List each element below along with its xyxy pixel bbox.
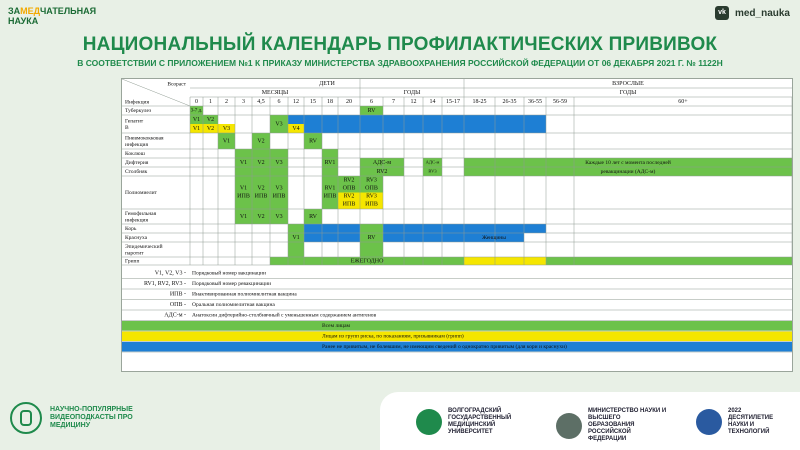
legend-key: ОПВ - — [169, 302, 186, 309]
legend-text: Ранее не привитым, не болевшим, не имеющим сведений о однократно привитым (для кори и краснухи) — [322, 344, 567, 351]
hepb-label: V3 — [275, 121, 283, 128]
flu-risk-band — [464, 257, 546, 265]
decade-logo-icon — [696, 409, 722, 435]
dtp-label: RV2 — [376, 168, 388, 175]
header-children: ДЕТИ — [319, 80, 335, 87]
age-col-header: 4,5 — [257, 98, 265, 105]
dtp-adult-label: ревакцинации (АДС-м) — [600, 168, 656, 175]
age-col-header: 3 — [242, 98, 245, 105]
polio-label: ИПВ — [323, 193, 337, 200]
dtp-label: АДС-м — [372, 159, 392, 166]
legend-text: Инактивированная полиомиелитная вакцина — [192, 291, 297, 298]
infection-label: Краснуха — [125, 234, 148, 241]
vk-handle: med_nauka — [734, 7, 790, 19]
dtp-label: RV3 — [428, 168, 437, 174]
legend-key: RV1, RV2, RV3 - — [143, 281, 186, 288]
hib-label: V1 — [239, 213, 248, 220]
mmr-label: RV — [367, 234, 376, 241]
legend-text: Всем лицам — [322, 323, 351, 330]
vk-link[interactable] — [715, 6, 790, 20]
corner-age-label: Возраст — [167, 81, 186, 88]
podcast-text: НАУЧНО-ПОПУЛЯРНЫЕ ВИДЕОПОДКАСТЫ ПРО МЕДИЦИНУ — [50, 406, 133, 429]
header-adults: ВЗРОСЛЫЕ — [612, 80, 644, 87]
legend-text: Анатоксин дифтерийно-столбнячный с уменьшенным содержанием антигенов — [192, 312, 377, 319]
polio-label: ИПВ — [272, 193, 286, 200]
rubella-women-label: Женщины — [482, 234, 506, 241]
partners-band — [380, 392, 800, 450]
hib-label: V2 — [257, 213, 265, 220]
page-subtitle: В СООТВЕТСТВИИ С ПРИЛОЖЕНИЕМ №1 К ПРИКАЗУ МИНИСТЕРСТВА ЗДРАВООХРАНЕНИЯ РОССИЙСКОЙ ФЕДЕРАЦИИ ОТ 06 ДЕКАБРЯ 2021 Г. № 1122Н — [77, 58, 723, 68]
legend-key: АДС-м - — [164, 312, 186, 319]
dtp-label: АДС-м — [425, 159, 440, 165]
measles-band-2 — [383, 224, 546, 233]
header-months: МЕСЯЦЫ — [261, 89, 289, 96]
tb-label: 3-7 д. — [190, 108, 203, 114]
top-bar — [0, 0, 800, 30]
age-col-header: 26-35 — [502, 98, 517, 105]
dtp-label: V1 — [239, 159, 248, 166]
infection-label: Пневмококковая — [125, 135, 164, 142]
hib-label: RV — [309, 213, 317, 220]
infection-label: Гепатит — [125, 118, 144, 125]
brand-text-3: НАУКА — [8, 16, 39, 26]
infection-label: паротит — [125, 250, 144, 257]
legend-key: ИПВ - — [169, 291, 186, 298]
age-col-header: 60+ — [678, 98, 688, 105]
polio-label: RV2 — [343, 177, 355, 184]
brand-text-1: ЗА — [8, 6, 21, 16]
dtp-adult-label: Каждые 10 лет с момента последней — [585, 159, 671, 166]
vk-icon: vk — [715, 6, 729, 20]
partner-ministry-name: МИНИСТЕРСТВО НАУКИ И ВЫСШЕГО ОБРАЗОВАНИЯ РОССИЙСКОЙ ФЕДЕРАЦИИ — [588, 408, 667, 442]
pneumo-label: V2 — [257, 138, 265, 145]
polio-label: ОПВ — [365, 185, 378, 192]
hepb-label: V3 — [222, 125, 231, 132]
age-col-header: 12 — [410, 98, 417, 105]
infection-label: В — [125, 124, 129, 131]
polio-label: V3 — [275, 185, 283, 192]
age-col-header: 36-55 — [528, 98, 542, 105]
infection-label: инфекция — [125, 141, 148, 148]
age-col-header: 6 — [277, 98, 281, 105]
rubella-band-2 — [383, 233, 464, 242]
legend-text: Порядковый номер ревакцинации — [192, 281, 272, 288]
vaccination-table — [122, 79, 792, 371]
legend-key: V1, V2, V3 - — [154, 270, 186, 277]
hepb-label: V1 — [192, 125, 201, 132]
polio-label: ИПВ — [342, 201, 356, 208]
legend-swatch — [122, 321, 792, 331]
decade-name: ДЕСЯТИЛЕТИЕ НАУКИ И ТЕХНОЛОГИЙ — [728, 415, 774, 435]
hepb-label: V2 — [206, 116, 215, 123]
brand-text-highlight: МЕД — [20, 6, 40, 16]
hib-label: V3 — [275, 213, 283, 220]
partner-decade — [696, 408, 788, 436]
rubella-band-1 — [304, 233, 360, 242]
infection-label: Корь — [125, 225, 137, 232]
infection-label: Эпидемический — [125, 243, 163, 250]
age-col-header: 15-17 — [446, 98, 460, 105]
age-col-header: 7 — [392, 98, 395, 105]
hepb-label: V4 — [292, 125, 300, 132]
polio-label: V1 — [239, 185, 248, 192]
flu-label: ЕЖЕГОДНО — [350, 258, 384, 265]
polio-label: ИПВ — [365, 201, 378, 208]
polio-label: ОПВ — [342, 185, 356, 192]
dtp-label: RV1 — [324, 159, 336, 166]
legend-text: Порядковый номер вакцинации — [192, 270, 266, 277]
header-years-adults: ГОДЫ — [619, 89, 637, 96]
legend-text: Лицам из групп риска, по показаниям, призывникам (грипп) — [322, 333, 464, 340]
emblem-icon — [556, 413, 582, 439]
age-col-header: 20 — [346, 98, 352, 105]
infection-label: Коклюш — [125, 150, 145, 157]
corner-infection-label: Инфекция — [125, 99, 150, 106]
age-col-header: 0 — [195, 98, 198, 105]
pneumo-label: RV — [309, 138, 317, 145]
infection-label: Столбняк — [125, 168, 148, 175]
university-logo-icon — [416, 409, 442, 435]
infection-label: Полиомиелит — [125, 189, 157, 196]
age-col-header: 14 — [429, 98, 436, 105]
measles-band-1 — [304, 224, 360, 233]
mmr-label: V1 — [292, 234, 300, 241]
age-col-header: 2 — [225, 98, 228, 105]
age-col-header: 6 — [370, 98, 373, 105]
podcast-badge — [10, 402, 140, 434]
age-col-header: 18-25 — [472, 98, 487, 105]
infection-label: Туберкулез — [125, 107, 152, 114]
age-col-header: 15 — [310, 98, 316, 105]
infection-label: Грипп — [125, 258, 140, 265]
infection-label: Дифтерия — [125, 159, 149, 166]
vaccination-calendar-sheet — [121, 78, 793, 372]
dtp-label: V3 — [275, 159, 283, 166]
brand-logo[interactable] — [8, 6, 96, 26]
polio-label: ИПВ — [237, 193, 250, 200]
age-col-header: 56-59 — [553, 98, 567, 105]
polio-label: RV1 — [324, 185, 336, 192]
polio-label: RV2 — [343, 193, 355, 200]
partner-vgmu — [416, 408, 528, 436]
decade-year: 2022 — [728, 408, 742, 414]
polio-label: V2 — [257, 185, 265, 192]
tb-rv-label: RV — [367, 107, 376, 114]
hepb-label: V1 — [192, 116, 201, 123]
polio-label: RV3 — [366, 193, 377, 200]
age-col-header: 1 — [209, 98, 212, 105]
page-title: НАЦИОНАЛЬНЫЙ КАЛЕНДАРЬ ПРОФИЛАКТИЧЕСКИХ ПРИВИВОК — [82, 34, 718, 55]
legend-text: Оральная полиомиелитная вакцина — [192, 302, 275, 309]
age-col-header: 12 — [293, 98, 299, 105]
polio-label: ИПВ — [254, 193, 268, 200]
age-col-header: 18 — [327, 98, 333, 105]
hepb-unvaccinated-band — [288, 115, 546, 124]
infection-label: Гемофильная — [125, 210, 157, 217]
podcast-logo-icon — [10, 402, 42, 434]
brand-text-2: ЧАТЕЛЬНАЯ — [39, 6, 97, 16]
header-years-children: ГОДЫ — [403, 89, 421, 96]
partner-ministry — [556, 408, 668, 443]
polio-label: RV3 — [366, 177, 377, 184]
dtp-label: V2 — [257, 159, 265, 166]
pneumo-label: V1 — [222, 138, 231, 145]
partner-vgmu-name: ВОЛГОГРАДСКИЙ ГОСУДАРСТВЕННЫЙ МЕДИЦИНСКИЙ УНИВЕРСИТЕТ — [448, 408, 512, 435]
infection-label: инфекция — [125, 217, 148, 224]
hepb-label: V2 — [206, 125, 215, 132]
hepb-unvaccinated-band-2 — [304, 124, 546, 133]
